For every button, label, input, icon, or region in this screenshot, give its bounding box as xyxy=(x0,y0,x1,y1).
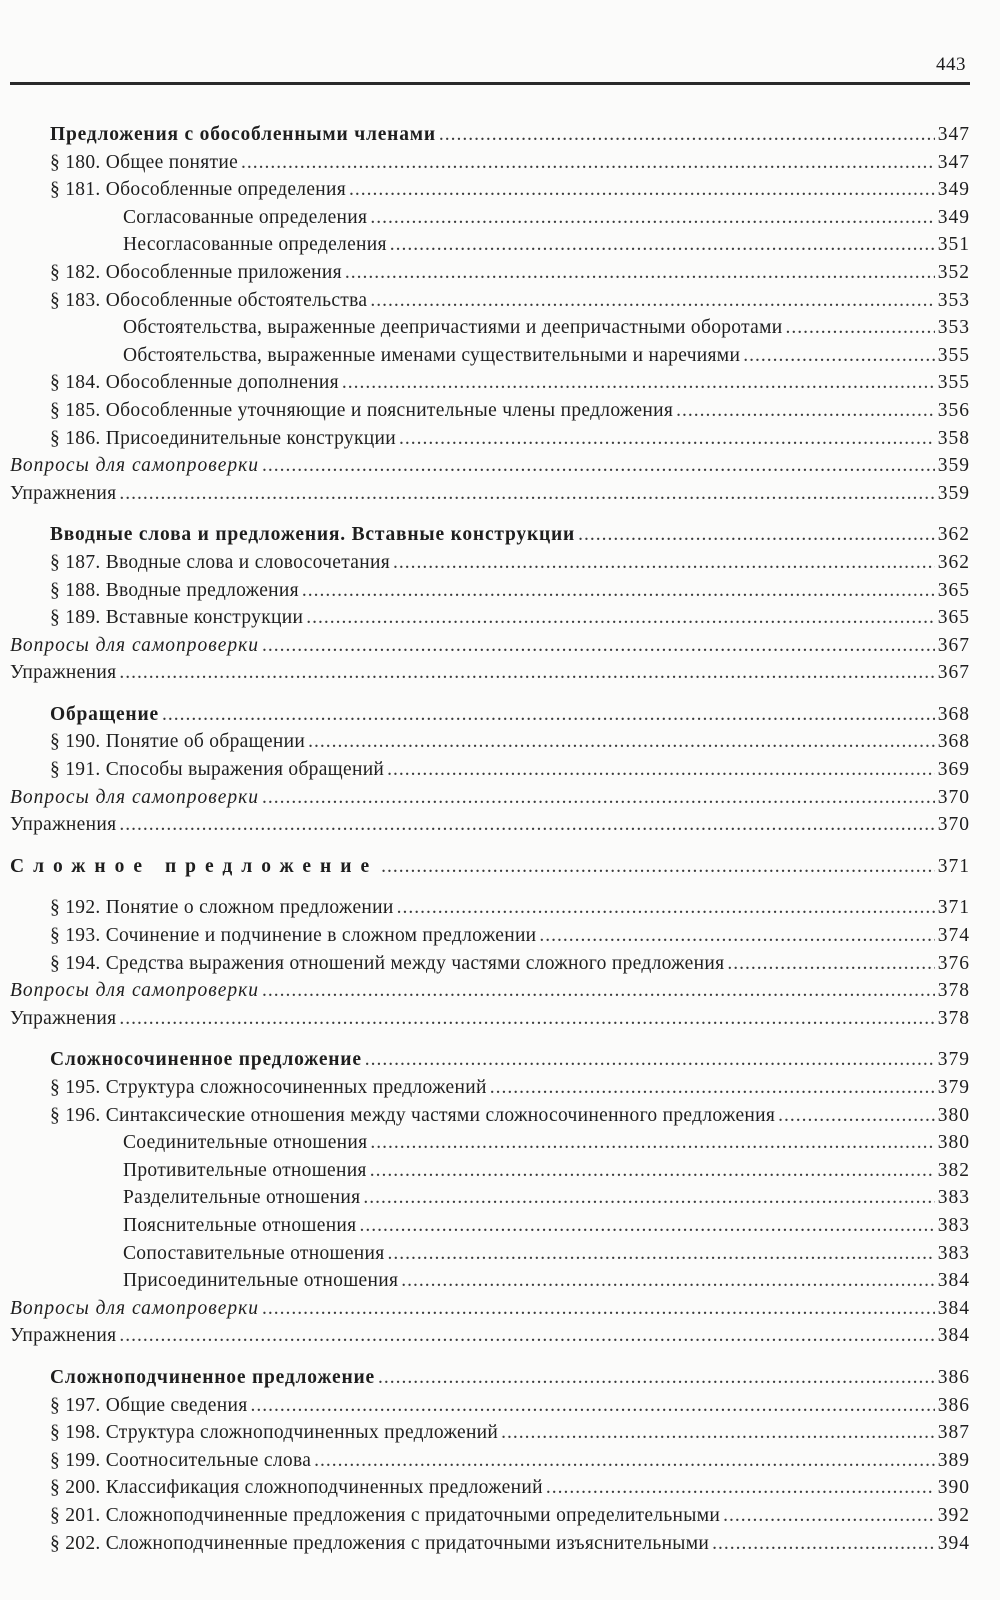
toc-entry-page: 358 xyxy=(937,427,970,449)
toc-entry-page: 359 xyxy=(937,482,970,504)
toc-entry xyxy=(10,1392,970,1420)
toc-entry-title: Упражнения xyxy=(10,482,117,504)
dot-leader xyxy=(401,1267,935,1295)
dot-leader xyxy=(439,121,935,149)
toc-entry-title: Сложносочиненное предложение xyxy=(50,1049,362,1071)
toc-entry xyxy=(10,784,970,812)
toc-entry-title: Вопросы для самопроверки xyxy=(10,455,260,477)
toc-entry-page: 380 xyxy=(937,1104,970,1126)
toc-entry-page: 383 xyxy=(937,1242,970,1264)
toc-entry xyxy=(10,1157,970,1185)
toc-entry-title: § 195. Структура сложносочиненных предложений xyxy=(50,1077,487,1098)
toc-entry xyxy=(10,369,970,397)
toc-entry-title: § 185. Обособленные уточняющие и пояснительные члены предложения xyxy=(50,399,674,421)
toc-entry-title: Присоединительные отношения xyxy=(123,1270,399,1292)
dot-leader xyxy=(359,1212,934,1240)
dot-leader xyxy=(490,1074,935,1102)
dot-leader xyxy=(363,1184,934,1212)
toc-entry-title: Сложное предложение xyxy=(10,855,379,877)
toc-entry-title: § 188. Вводные предложения xyxy=(50,579,299,601)
toc-entry-title: § 198. Структура сложноподчиненных предложений xyxy=(50,1422,499,1444)
toc-entry xyxy=(10,1267,970,1295)
dot-leader xyxy=(162,701,935,729)
toc-entry-page: 370 xyxy=(937,786,970,808)
toc-entry-title: § 186. Присоединительные конструкции xyxy=(50,427,396,449)
toc-entry-page: 374 xyxy=(937,925,970,947)
toc-entry-title: Согласованные определения xyxy=(123,206,368,228)
toc-entry-page: 379 xyxy=(937,1049,970,1071)
toc-entry-page: 368 xyxy=(937,703,970,725)
toc-entry-page: 359 xyxy=(937,455,970,477)
toc-entry xyxy=(10,1447,970,1475)
toc-entry-page: 356 xyxy=(937,399,970,421)
toc-entry xyxy=(10,853,970,881)
toc-entry xyxy=(10,811,970,839)
toc-entry-title: Сложноподчиненное предложение xyxy=(50,1366,375,1388)
dot-leader xyxy=(727,950,934,978)
dot-leader xyxy=(370,1157,935,1185)
toc-entry xyxy=(10,1074,970,1102)
dot-leader xyxy=(743,342,935,370)
toc-entry xyxy=(10,701,970,729)
table-of-contents xyxy=(10,121,970,1557)
toc-entry xyxy=(10,1474,970,1502)
toc-entry xyxy=(10,259,970,287)
toc-entry-page: 347 xyxy=(937,151,970,173)
toc-entry-title: Разделительные отношения xyxy=(123,1187,361,1209)
toc-entry-page: 384 xyxy=(937,1270,970,1292)
toc-entry-page: 387 xyxy=(937,1422,970,1444)
toc-entry xyxy=(10,604,970,632)
dot-leader xyxy=(399,425,935,453)
dot-leader xyxy=(393,549,935,577)
toc-entry xyxy=(10,176,970,204)
dot-leader xyxy=(262,632,935,660)
dot-leader xyxy=(302,577,935,605)
toc-entry xyxy=(10,632,970,660)
dot-leader xyxy=(370,287,934,315)
dot-leader xyxy=(119,1005,934,1033)
toc-entry-page: 355 xyxy=(937,372,970,394)
dot-leader xyxy=(397,894,935,922)
dot-leader xyxy=(390,231,935,259)
toc-entry-page: 352 xyxy=(937,261,970,283)
toc-entry xyxy=(10,1046,970,1074)
toc-entry xyxy=(10,549,970,577)
toc-entry xyxy=(10,521,970,549)
toc-entry-page: 382 xyxy=(937,1159,970,1181)
toc-entry xyxy=(10,1295,970,1323)
toc-entry-page: 378 xyxy=(937,980,970,1002)
toc-entry xyxy=(10,121,970,149)
dot-leader xyxy=(381,853,935,881)
toc-entry xyxy=(10,1322,970,1350)
toc-entry-page: 365 xyxy=(937,607,970,629)
toc-entry-title: Упражнения xyxy=(10,1325,117,1347)
toc-entry xyxy=(10,1005,970,1033)
toc-entry-title: Обращение xyxy=(50,703,159,725)
dot-leader xyxy=(778,1102,935,1130)
toc-entry xyxy=(10,231,970,259)
toc-entry-page: 347 xyxy=(937,124,970,145)
toc-entry-title: § 180. Общее понятие xyxy=(50,151,239,173)
toc-entry-page: 362 xyxy=(937,551,970,573)
toc-entry-title: § 200. Классификация сложноподчиненных предложений xyxy=(50,1477,543,1499)
toc-entry-page: 394 xyxy=(937,1532,970,1554)
dot-leader xyxy=(785,314,934,342)
dot-leader xyxy=(119,480,934,508)
toc-entry-page: 367 xyxy=(937,634,970,656)
dot-leader xyxy=(723,1502,935,1530)
toc-entry-page: 376 xyxy=(937,952,970,974)
toc-entry-title: § 196. Синтаксические отношения между частями сложносочиненного предложения xyxy=(50,1104,776,1126)
toc-entry xyxy=(10,342,970,370)
dot-leader xyxy=(370,1129,934,1157)
toc-entry xyxy=(10,452,970,480)
toc-entry-title: Предложения с обособленными членами xyxy=(50,124,436,145)
toc-entry-page: 349 xyxy=(937,206,970,228)
toc-entry-page: 362 xyxy=(937,524,970,546)
toc-entry xyxy=(10,659,970,687)
toc-entry-page: 369 xyxy=(937,759,970,781)
toc-entry-title: Сопоставительные отношения xyxy=(123,1242,385,1264)
toc-entry-title: Обстоятельства, выраженные именами существительными и наречиями xyxy=(123,344,741,366)
toc-entry-title: § 194. Средства выражения отношений между частями сложного предложения xyxy=(50,952,725,974)
dot-leader xyxy=(539,922,934,950)
dot-leader xyxy=(387,756,935,784)
toc-entry-page: 390 xyxy=(937,1477,970,1499)
dot-leader xyxy=(250,1392,934,1420)
toc-entry-page: 392 xyxy=(937,1504,970,1526)
toc-entry-title: Соединительные отношения xyxy=(123,1132,368,1154)
toc-entry xyxy=(10,314,970,342)
dot-leader xyxy=(262,1295,935,1323)
toc-entry-page: 368 xyxy=(937,731,970,753)
toc-entry xyxy=(10,480,970,508)
header-rule xyxy=(10,82,970,85)
dot-leader xyxy=(712,1530,935,1558)
toc-entry-title: § 193. Сочинение и подчинение в сложном предложении xyxy=(50,925,537,947)
toc-entry-page: 367 xyxy=(937,662,970,684)
dot-leader xyxy=(365,1046,935,1074)
toc-entry xyxy=(10,577,970,605)
toc-entry xyxy=(10,950,970,978)
page-number: 443 xyxy=(936,54,966,75)
toc-entry xyxy=(10,894,970,922)
toc-entry-title: § 197. Общие сведения xyxy=(50,1394,248,1416)
toc-entry-page: 355 xyxy=(937,344,970,366)
toc-entry xyxy=(10,1184,970,1212)
dot-leader xyxy=(501,1419,935,1447)
toc-entry-title: § 190. Понятие об обращении xyxy=(50,731,306,753)
toc-entry-page: 383 xyxy=(937,1214,970,1236)
toc-entry-title: § 187. Вводные слова и словосочетания xyxy=(50,551,390,573)
dot-leader xyxy=(388,1240,935,1268)
toc-entry-title: § 183. Обособленные обстоятельства xyxy=(50,289,368,311)
toc-entry-page: 389 xyxy=(937,1449,970,1471)
toc-entry-title: § 202. Сложноподчиненные предложения с придаточными изъяснительными xyxy=(50,1532,710,1554)
toc-entry-title: § 199. Соотносительные слова xyxy=(50,1449,312,1471)
toc-entry xyxy=(10,425,970,453)
dot-leader xyxy=(119,1322,934,1350)
dot-leader xyxy=(262,784,935,812)
toc-entry-title: Вопросы для самопроверки xyxy=(10,634,260,656)
dot-leader xyxy=(546,1474,935,1502)
toc-entry-title: § 181. Обособленные определения xyxy=(50,179,347,201)
toc-entry-title: Упражнения xyxy=(10,814,117,836)
toc-entry xyxy=(10,1364,970,1392)
dot-leader xyxy=(349,176,935,204)
toc-entry-page: 370 xyxy=(937,814,970,836)
dot-leader xyxy=(262,452,935,480)
toc-entry xyxy=(10,1102,970,1130)
dot-leader xyxy=(345,259,935,287)
toc-entry-page: 353 xyxy=(937,317,970,339)
toc-entry-title: § 201. Сложноподчиненные предложения с придаточными определительными xyxy=(50,1504,721,1526)
toc-entry-page: 353 xyxy=(937,289,970,311)
toc-entry xyxy=(10,1129,970,1157)
toc-entry-title: § 192. Понятие о сложном предложении xyxy=(50,897,394,919)
toc-entry-title: Вопросы для самопроверки xyxy=(10,1297,260,1319)
dot-leader xyxy=(119,659,934,687)
toc-entry-page: 383 xyxy=(937,1187,970,1209)
toc-entry xyxy=(10,287,970,315)
toc-entry-page: 379 xyxy=(937,1077,970,1098)
toc-entry-title: § 189. Вставные конструкции xyxy=(50,607,304,629)
toc-entry-title: Обстоятельства, выраженные деепричастиями и деепричастными оборотами xyxy=(123,317,783,339)
toc-entry-title: § 191. Способы выражения обращений xyxy=(50,759,385,781)
toc-entry xyxy=(10,204,970,232)
toc-entry-title: Вводные слова и предложения. Вставные конструкции xyxy=(50,524,576,546)
toc-entry-page: 378 xyxy=(937,1007,970,1029)
toc-entry-title: Несогласованные определения xyxy=(123,234,387,256)
toc-entry xyxy=(10,397,970,425)
toc-entry-title: Упражнения xyxy=(10,662,117,684)
toc-entry xyxy=(10,1212,970,1240)
toc-entry-title: Вопросы для самопроверки xyxy=(10,786,260,808)
toc-entry-page: 384 xyxy=(937,1297,970,1319)
toc-entry-page: 351 xyxy=(937,234,970,256)
toc-entry xyxy=(10,756,970,784)
toc-entry xyxy=(10,977,970,1005)
toc-entry-page: 386 xyxy=(937,1394,970,1416)
toc-entry-page: 386 xyxy=(937,1366,970,1388)
dot-leader xyxy=(314,1447,935,1475)
toc-entry xyxy=(10,1530,970,1558)
dot-leader xyxy=(306,604,935,632)
toc-entry-title: Вопросы для самопроверки xyxy=(10,980,260,1002)
dot-leader xyxy=(370,204,934,232)
dot-leader xyxy=(262,977,935,1005)
toc-entry xyxy=(10,728,970,756)
toc-entry xyxy=(10,1502,970,1530)
toc-entry xyxy=(10,1240,970,1268)
dot-leader xyxy=(241,149,935,177)
dot-leader xyxy=(578,521,935,549)
toc-entry-page: 380 xyxy=(937,1132,970,1154)
toc-entry-title: Упражнения xyxy=(10,1007,117,1029)
toc-entry-page: 365 xyxy=(937,579,970,601)
dot-leader xyxy=(308,728,935,756)
toc-entry-title: § 184. Обособленные дополнения xyxy=(50,372,339,394)
toc-entry-title: Противительные отношения xyxy=(123,1159,367,1181)
toc-entry-page: 384 xyxy=(937,1325,970,1347)
toc-entry-page: 371 xyxy=(937,855,970,877)
toc-entry-page: 371 xyxy=(937,897,970,919)
dot-leader xyxy=(119,811,934,839)
toc-entry-title: § 182. Обособленные приложения xyxy=(50,261,342,283)
toc-entry-page: 349 xyxy=(937,179,970,201)
dot-leader xyxy=(378,1364,935,1392)
dot-leader xyxy=(676,397,935,425)
toc-entry xyxy=(10,149,970,177)
toc-entry-title: Пояснительные отношения xyxy=(123,1214,357,1236)
toc-entry xyxy=(10,1419,970,1447)
dot-leader xyxy=(342,369,935,397)
toc-entry xyxy=(10,922,970,950)
